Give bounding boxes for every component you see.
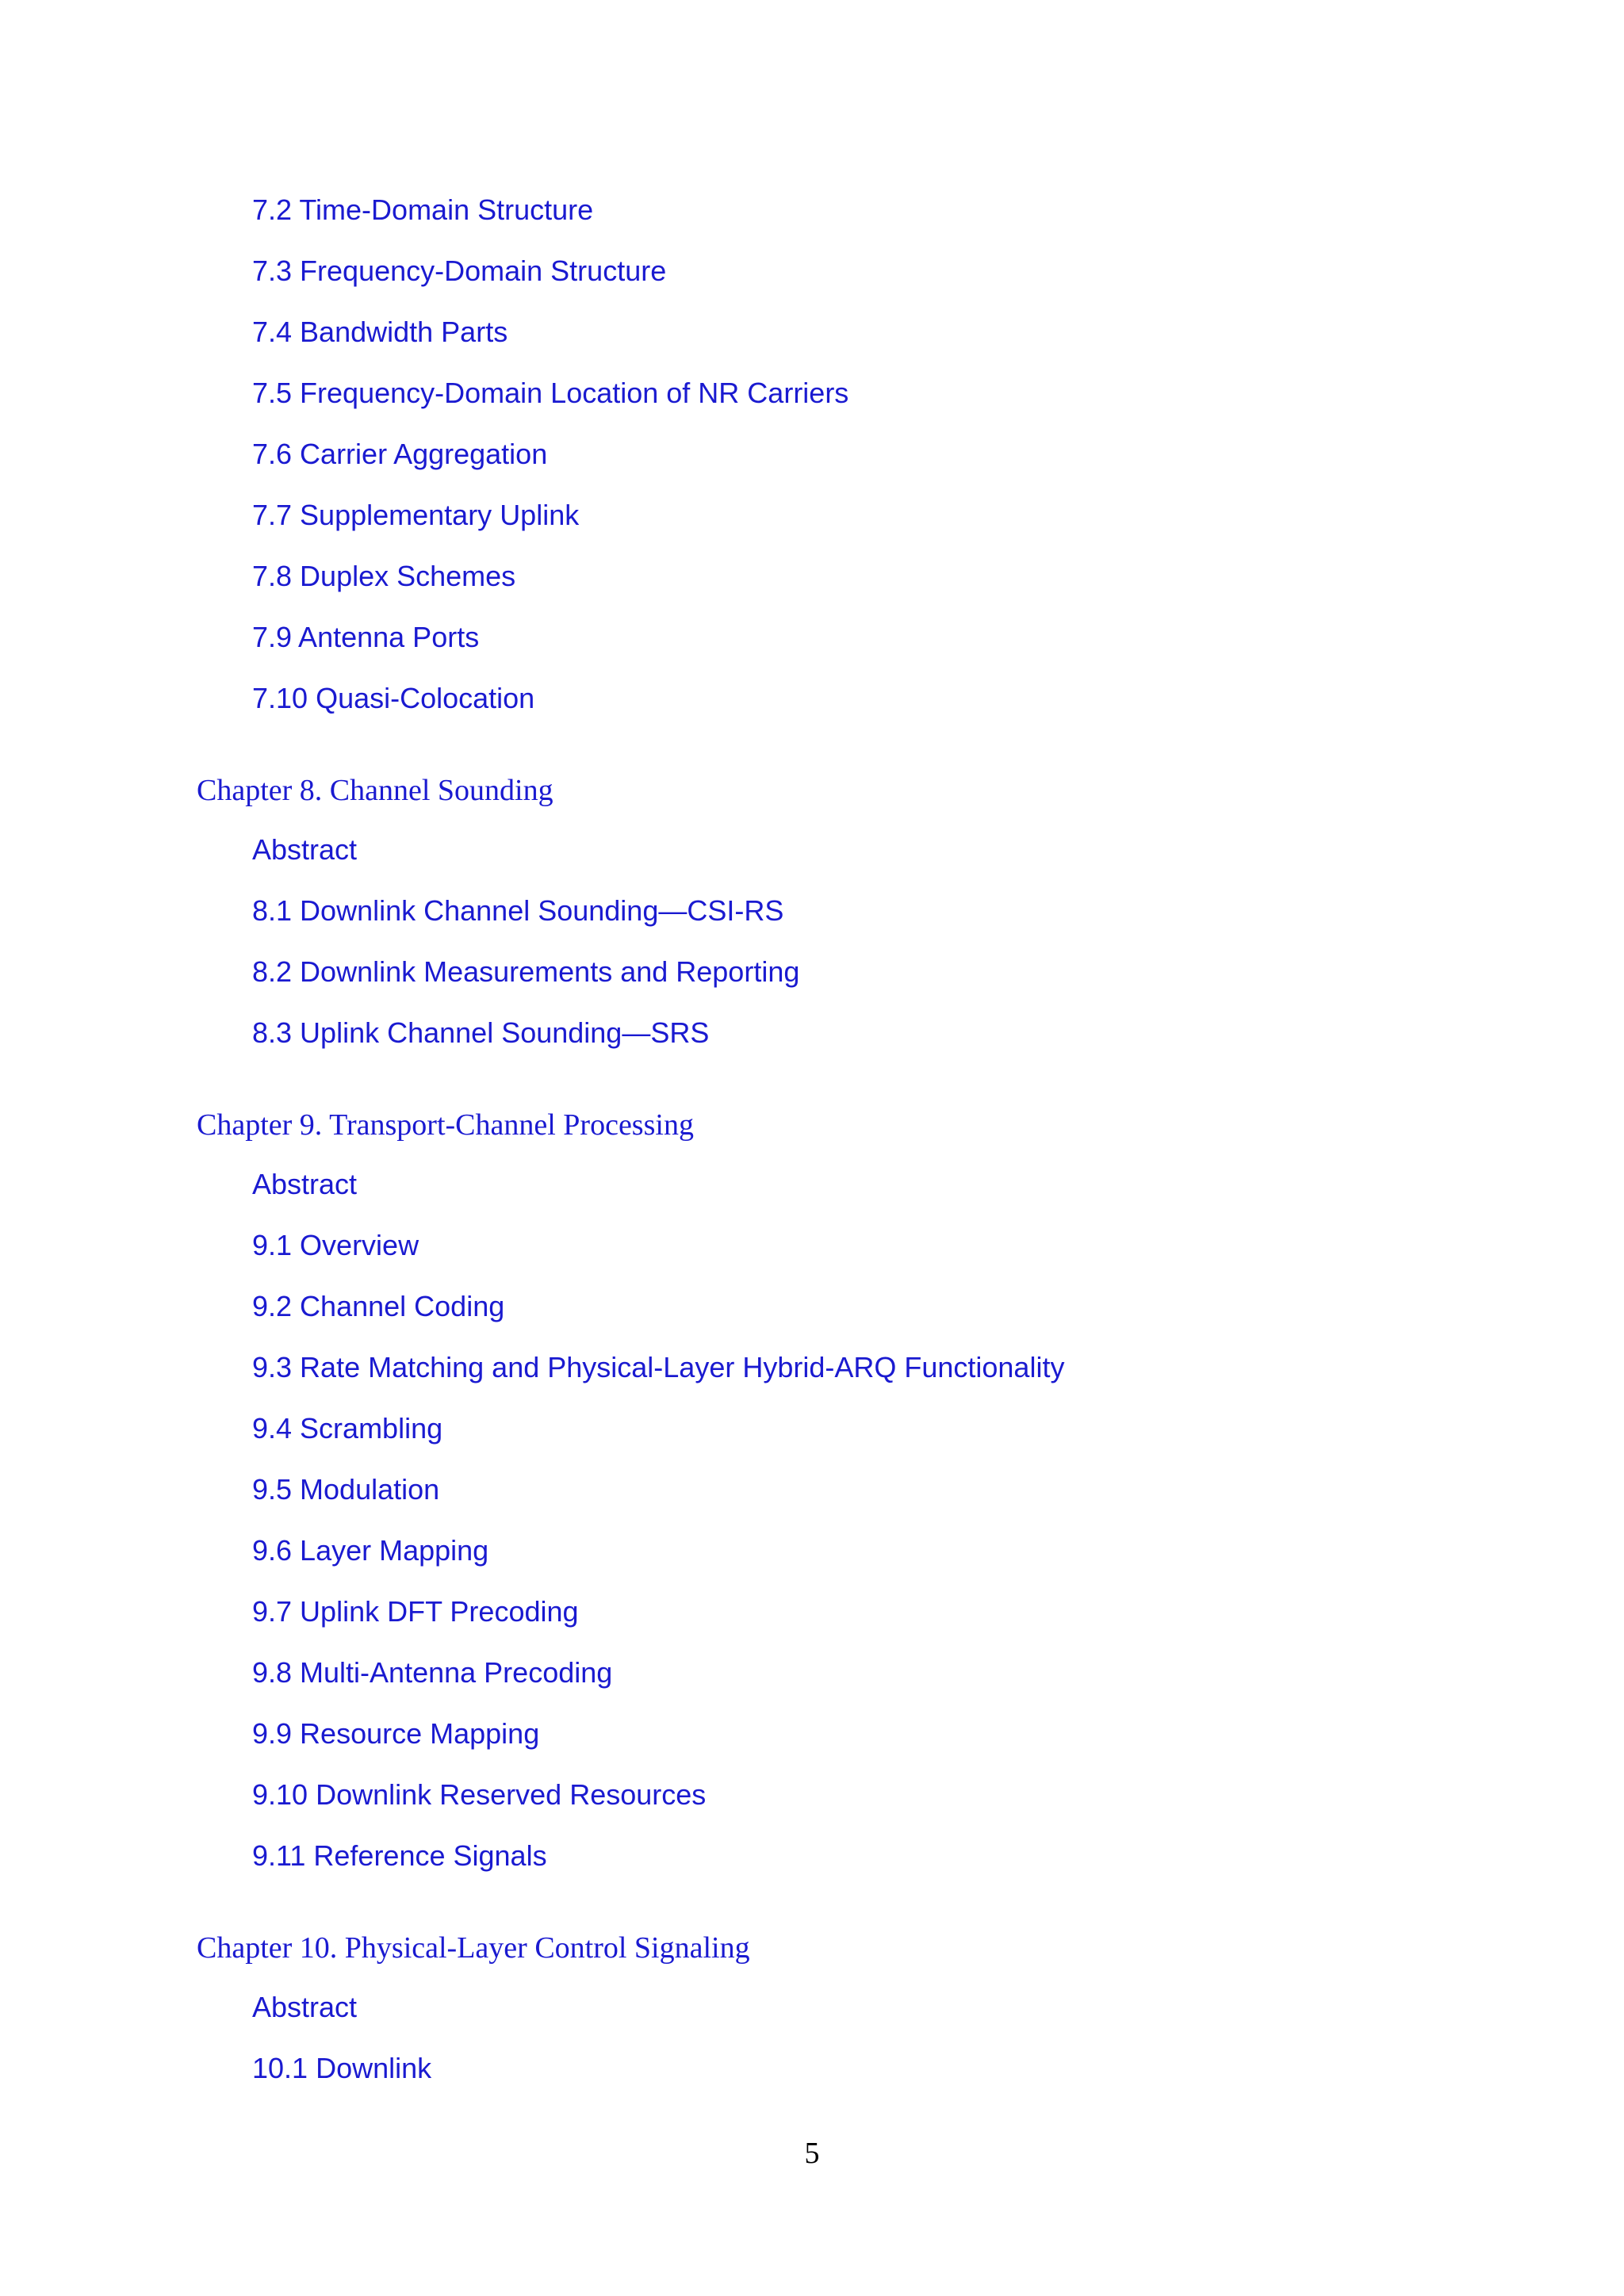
toc-link-9-abstract[interactable]: Abstract <box>252 1168 358 1200</box>
toc-link-9-4[interactable]: 9.4 Scrambling <box>252 1412 443 1445</box>
page-number: 5 <box>804 2137 820 2170</box>
toc-link-9-10[interactable]: 9.10 Downlink Reserved Resources <box>252 1778 707 1811</box>
toc-link-10-1[interactable]: 10.1 Downlink <box>252 2052 432 2084</box>
toc-link-8-1[interactable]: 8.1 Downlink Channel Sounding—CSI-RS <box>252 894 784 927</box>
toc-link-7-8[interactable]: 7.8 Duplex Schemes <box>252 560 516 592</box>
toc-link-9-9[interactable]: 9.9 Resource Mapping <box>252 1717 540 1750</box>
toc-link-8-3[interactable]: 8.3 Uplink Channel Sounding—SRS <box>252 1016 710 1049</box>
chapter-8-heading[interactable]: Chapter 8. Channel Sounding <box>197 774 553 807</box>
toc-link-7-9[interactable]: 7.9 Antenna Ports <box>252 621 480 653</box>
toc-link-8-abstract[interactable]: Abstract <box>252 833 358 866</box>
toc-link-7-5[interactable]: 7.5 Frequency-Domain Location of NR Carriers <box>252 377 849 409</box>
toc-link-7-6[interactable]: 7.6 Carrier Aggregation <box>252 438 548 470</box>
toc-link-9-1[interactable]: 9.1 Overview <box>252 1229 419 1261</box>
chapter-10-heading[interactable]: Chapter 10. Physical-Layer Control Signaling <box>197 1931 750 1965</box>
toc-link-7-10[interactable]: 7.10 Quasi-Colocation <box>252 682 535 714</box>
toc-link-7-3[interactable]: 7.3 Frequency-Domain Structure <box>252 254 667 287</box>
toc-link-8-2[interactable]: 8.2 Downlink Measurements and Reporting <box>252 955 800 988</box>
toc-link-9-8[interactable]: 9.8 Multi-Antenna Precoding <box>252 1656 613 1689</box>
toc-link-9-5[interactable]: 9.5 Modulation <box>252 1473 440 1506</box>
toc-link-10-abstract[interactable]: Abstract <box>252 1991 358 2023</box>
chapter-9-heading[interactable]: Chapter 9. Transport-Channel Processing <box>197 1108 694 1142</box>
toc-link-7-2[interactable]: 7.2 Time-Domain Structure <box>252 193 594 226</box>
toc-link-9-2[interactable]: 9.2 Channel Coding <box>252 1290 505 1322</box>
toc-link-9-7[interactable]: 9.7 Uplink DFT Precoding <box>252 1595 579 1628</box>
toc-link-9-6[interactable]: 9.6 Layer Mapping <box>252 1534 489 1567</box>
toc-link-7-7[interactable]: 7.7 Supplementary Uplink <box>252 499 580 531</box>
toc-link-9-11[interactable]: 9.11 Reference Signals <box>252 1839 547 1872</box>
toc-link-7-4[interactable]: 7.4 Bandwidth Parts <box>252 316 508 348</box>
toc-link-9-3[interactable]: 9.3 Rate Matching and Physical-Layer Hybrid-ARQ Functionality <box>252 1351 1065 1383</box>
